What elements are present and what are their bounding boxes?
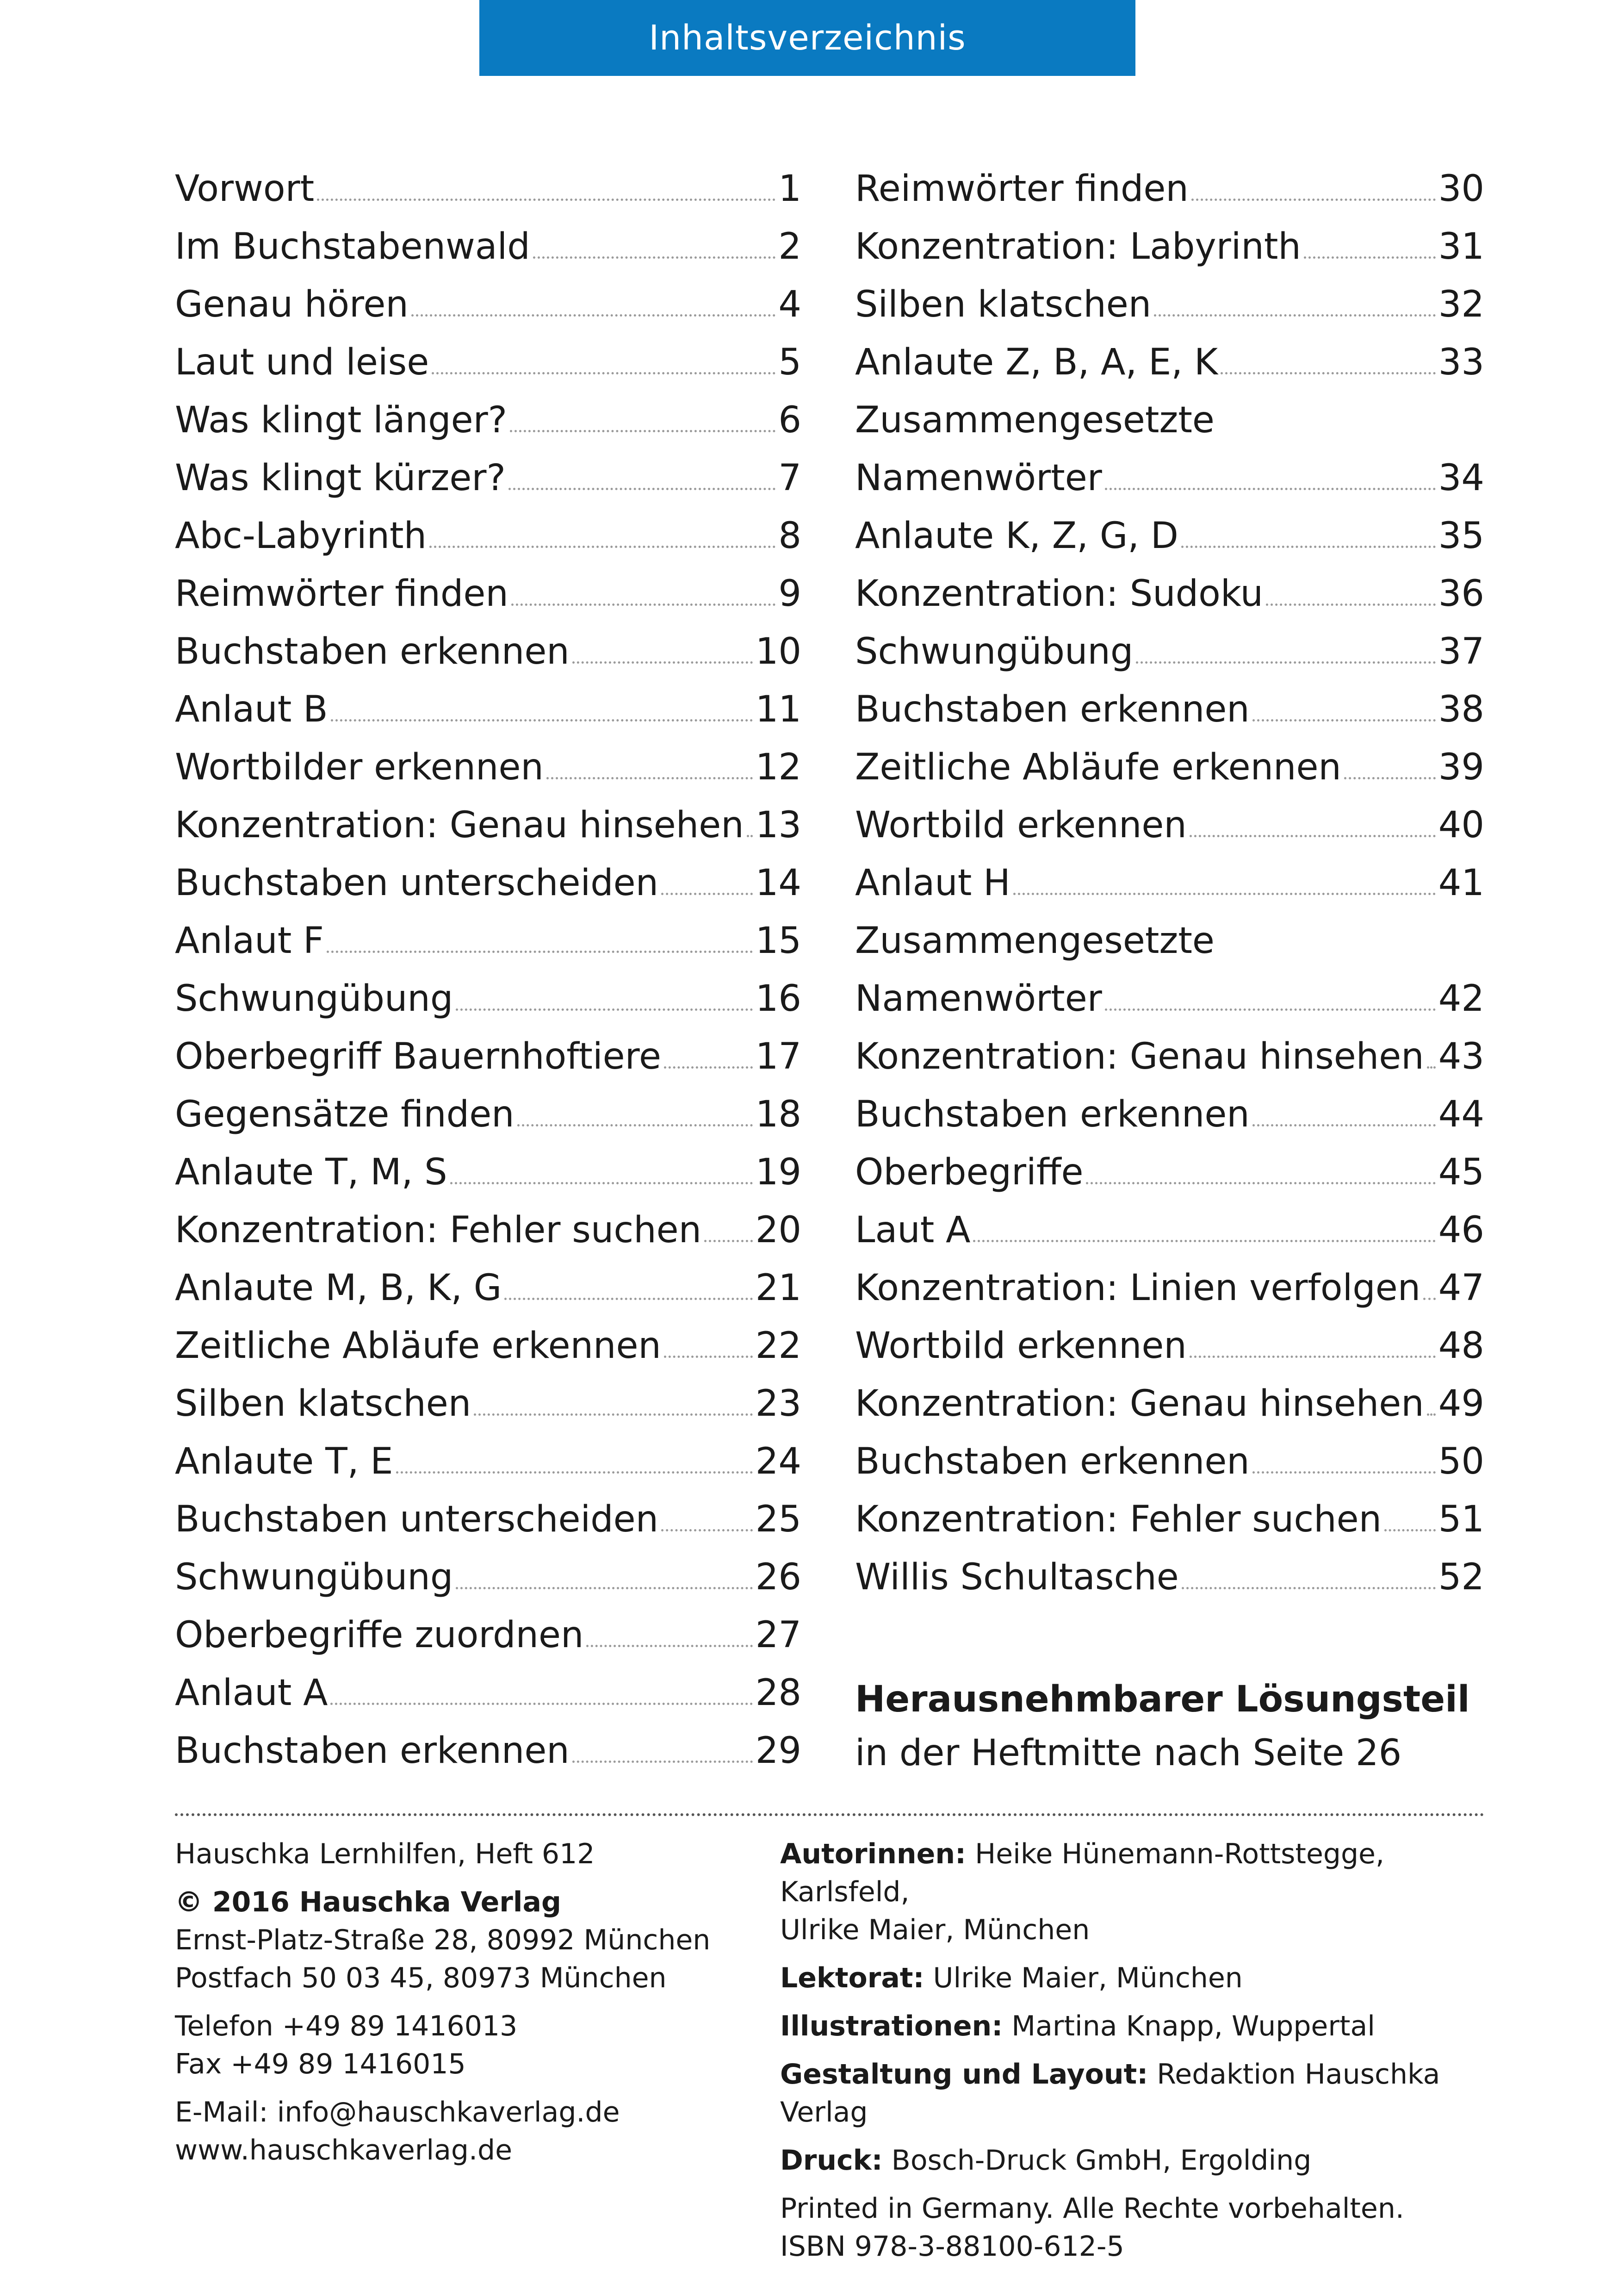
- toc-entry: [855, 449, 1484, 507]
- toc-dot-leader: [1191, 199, 1436, 201]
- toc-entry-title: Laut A: [855, 1209, 971, 1251]
- series-line: Hauschka Lernhilfen, Heft 612: [175, 1838, 595, 1870]
- toc-entry: [175, 796, 801, 854]
- editor-value: Ulrike Maier, München: [924, 1962, 1243, 1994]
- toc-dot-leader: [572, 661, 753, 664]
- toc-entry-page: 34: [1438, 457, 1484, 499]
- toc-entry: [175, 623, 801, 681]
- toc-dot-leader: [664, 1066, 753, 1069]
- toc-dot-leader: [1136, 661, 1435, 664]
- authors-line-2: Ulrike Maier, München: [780, 1914, 1090, 1946]
- toc-entry-title: Zeitliche Abläufe erkennen: [175, 1325, 661, 1367]
- web-line: www.hauschkaverlag.de: [175, 2134, 513, 2166]
- toc-entry: [175, 1317, 801, 1375]
- toc-entry-title: Konzentration: Genau hinsehen: [175, 804, 744, 846]
- toc-entry-page: 45: [1438, 1151, 1484, 1193]
- toc-entry-title: Zusammengesetzte: [855, 399, 1215, 441]
- toc-dot-leader: [586, 1645, 752, 1647]
- toc-entry: [175, 507, 801, 565]
- authors-label: Autorinnen:: [780, 1838, 967, 1870]
- toc-entry: [175, 1375, 801, 1433]
- toc-dot-leader: [456, 1008, 752, 1011]
- toc-entry: [855, 854, 1484, 912]
- toc-entry-page: 50: [1438, 1441, 1484, 1482]
- toc-dot-leader: [572, 1761, 753, 1763]
- toc-entry: [175, 854, 801, 912]
- toc-entry-title: Reimwörter finden: [855, 168, 1189, 210]
- toc-entry: [855, 1491, 1484, 1549]
- separator-line: [175, 1813, 1484, 1816]
- toc-entry-title: Schwungübung: [175, 1556, 453, 1598]
- authors-value: Heike Hünemann-Rottstegge, Karlsfeld,: [780, 1838, 1385, 1908]
- toc-entry: [855, 1144, 1484, 1201]
- toc-dot-leader: [1384, 1529, 1436, 1531]
- toc-entry-title: Wortbild erkennen: [855, 1325, 1187, 1367]
- toc-entry-title: Oberbegriff Bauernhoftiere: [175, 1036, 661, 1077]
- toc-entry-page: 6: [778, 399, 801, 441]
- toc-dot-leader: [1304, 256, 1436, 259]
- toc-dot-leader: [1266, 604, 1436, 606]
- imprint-right: [780, 1835, 1502, 2265]
- toc-dot-leader: [1252, 1124, 1436, 1126]
- toc-entry: [855, 1433, 1484, 1491]
- toc-dot-leader: [517, 1124, 753, 1126]
- toc-dot-leader: [511, 604, 776, 606]
- toc-entry-page: 42: [1438, 978, 1484, 1020]
- toc-entry-page: 33: [1438, 342, 1484, 383]
- toc-entry: [175, 1722, 801, 1780]
- toc-entry: [855, 681, 1484, 739]
- toc-entry: [855, 1086, 1484, 1144]
- section-header: Inhaltsverzeichnis: [479, 0, 1135, 76]
- toc-entry: [175, 1433, 801, 1491]
- toc-entry: [855, 1028, 1484, 1086]
- toc-entry-page: 9: [778, 573, 801, 615]
- toc-entry-page: 14: [755, 862, 801, 904]
- toc-entry-title: Was klingt kürzer?: [175, 457, 506, 499]
- toc-entry-title: Wortbilder erkennen: [175, 747, 544, 788]
- toc-entry-page: 4: [778, 284, 801, 325]
- toc-entry-title: Konzentration: Linien verfolgen: [855, 1267, 1421, 1309]
- toc-entry-title: Silben klatschen: [175, 1383, 471, 1425]
- toc-entry: [855, 218, 1484, 276]
- toc-entry-page: 19: [755, 1151, 801, 1193]
- toc-entry-page: 30: [1438, 168, 1484, 210]
- illustrations-value: Martina Knapp, Wuppertal: [1003, 2010, 1375, 2042]
- toc-entry-page: 23: [755, 1383, 801, 1425]
- illustrations-line: [780, 2007, 1502, 2045]
- toc-dot-leader: [1086, 1182, 1435, 1184]
- illustrations-label: Illustrationen:: [780, 2010, 1003, 2042]
- toc-dot-leader: [1105, 488, 1436, 490]
- toc-entry-page: 8: [778, 515, 801, 557]
- toc-entry: [175, 565, 801, 623]
- toc-entry-title: Laut und leise: [175, 342, 429, 383]
- toc-dot-leader: [664, 1356, 753, 1358]
- toc-entry-page: 49: [1438, 1383, 1484, 1425]
- toc-dot-leader: [1252, 719, 1436, 722]
- toc-dot-leader: [1427, 1413, 1436, 1416]
- toc-entry-page: 40: [1438, 804, 1484, 846]
- toc-entry-page: 28: [755, 1672, 801, 1714]
- toc-entry: [855, 276, 1484, 334]
- print-line: [780, 2141, 1502, 2179]
- toc-entry-title: Konzentration: Sudoku: [855, 573, 1264, 615]
- toc-entry-title: Anlaut A: [175, 1672, 328, 1714]
- address-line-1: Ernst-Platz-Straße 28, 80992 München: [175, 1924, 711, 1956]
- toc-entry-page: 44: [1438, 1094, 1484, 1135]
- toc-entry-title: Anlaut F: [175, 920, 324, 962]
- toc-entry-page: 11: [755, 689, 801, 730]
- toc-dot-leader: [1154, 314, 1436, 317]
- toc-entry-title: Willis Schultasche: [855, 1556, 1179, 1598]
- toc-entry-page: 18: [755, 1094, 801, 1135]
- solution-heading: Herausnehmbarer Lösungsteil: [855, 1679, 1470, 1720]
- toc-entry-title: Konzentration: Labyrinth: [855, 226, 1301, 268]
- toc-entry-title: Buchstaben unterscheiden: [175, 1499, 659, 1540]
- toc-entry-title: Anlaute M, B, K, G: [175, 1267, 502, 1309]
- toc-entry: [175, 276, 801, 334]
- toc-entry: [175, 1606, 801, 1664]
- toc-entry-title: Konzentration: Fehler suchen: [175, 1209, 702, 1251]
- toc-dot-leader: [747, 835, 753, 837]
- layout-value: Redaktion Hauschka Verlag: [780, 2058, 1440, 2128]
- layout-label: Gestaltung und Layout:: [780, 2058, 1148, 2091]
- toc-entry-title: Namenwörter: [855, 457, 1102, 499]
- toc-entry-title: Anlaute Z, B, A, E, K: [855, 342, 1218, 383]
- toc-entry-page: 1: [778, 168, 801, 210]
- toc-entry-page: 17: [755, 1036, 801, 1077]
- editor-line: [780, 1959, 1502, 1997]
- toc-dot-leader: [1423, 1298, 1436, 1300]
- fax-line: Fax +49 89 1416015: [175, 2048, 466, 2080]
- toc-entry-page: 25: [755, 1499, 801, 1540]
- solution-text: in der Heftmitte nach Seite 26: [855, 1732, 1402, 1774]
- toc-entry-title: Buchstaben erkennen: [855, 1094, 1250, 1135]
- toc-entry: [855, 1375, 1484, 1433]
- toc-entry-page: 12: [755, 747, 801, 788]
- toc-entry-page: 5: [778, 342, 801, 383]
- toc-entry-page: 39: [1438, 747, 1484, 788]
- toc-entry-page: 47: [1438, 1267, 1484, 1309]
- toc-dot-leader: [533, 256, 776, 259]
- toc-dot-leader: [429, 546, 775, 548]
- toc-entry-title: Buchstaben unterscheiden: [175, 862, 659, 904]
- toc-entry: [175, 1259, 801, 1317]
- toc-dot-leader: [411, 314, 776, 317]
- toc-dot-leader: [1182, 1587, 1436, 1589]
- toc-dot-leader: [661, 1529, 753, 1531]
- toc-dot-leader: [1190, 1356, 1436, 1358]
- toc-dot-leader: [1105, 1008, 1436, 1011]
- toc-entry-page: 35: [1438, 515, 1484, 557]
- toc-dot-leader: [1221, 372, 1436, 374]
- toc-left-column: [175, 160, 801, 1780]
- toc-entry-page: 46: [1438, 1209, 1484, 1251]
- toc-dot-leader: [508, 488, 775, 490]
- toc-dot-leader: [704, 1240, 753, 1242]
- toc-entry: [175, 1664, 801, 1722]
- toc-dot-leader: [504, 1298, 753, 1300]
- toc-entry-title: Buchstaben erkennen: [855, 1441, 1250, 1482]
- toc-entry: [855, 970, 1484, 1028]
- toc-entry-page: 51: [1438, 1499, 1484, 1540]
- toc-entry-title: Buchstaben erkennen: [175, 1730, 570, 1772]
- toc-entry-title: Buchstaben erkennen: [175, 631, 570, 672]
- toc-right-column: [855, 160, 1484, 1606]
- toc-entry-title: Namenwörter: [855, 978, 1102, 1020]
- toc-dot-leader: [1190, 835, 1436, 837]
- toc-dot-leader: [546, 777, 753, 779]
- toc-entry: [175, 1144, 801, 1201]
- toc-entry: [855, 739, 1484, 796]
- toc-entry-title: Schwungübung: [175, 978, 453, 1020]
- toc-entry-page: 24: [755, 1441, 801, 1482]
- toc-entry: [175, 334, 801, 392]
- solution-note: [855, 1673, 1503, 1780]
- toc-entry-title: Konzentration: Genau hinsehen: [855, 1383, 1424, 1425]
- toc-entry-title: Anlaut H: [855, 862, 1010, 904]
- toc-entry-page: 26: [755, 1556, 801, 1598]
- toc-entry: [175, 1549, 801, 1606]
- address-line-2: Postfach 50 03 45, 80973 München: [175, 1962, 667, 1994]
- toc-entry: [175, 449, 801, 507]
- print-value: Bosch-Druck GmbH, Ergolding: [882, 2144, 1312, 2177]
- toc-entry: [175, 1028, 801, 1086]
- toc-dot-leader: [450, 1182, 753, 1184]
- toc-entry-title: Zeitliche Abläufe erkennen: [855, 747, 1341, 788]
- toc-entry-title: Anlaut B: [175, 689, 328, 730]
- toc-entry-page: 27: [755, 1614, 801, 1656]
- toc-entry-page: 20: [755, 1209, 801, 1251]
- copyright-line: © 2016 Hauschka Verlag: [175, 1886, 561, 1918]
- toc-dot-leader: [474, 1413, 753, 1416]
- toc-entry-title: Zusammengesetzte: [855, 920, 1215, 962]
- layout-line: [780, 2055, 1502, 2131]
- toc-dot-leader: [330, 1703, 752, 1705]
- rights-line: Printed in Germany. Alle Rechte vorbehalten.: [780, 2192, 1404, 2225]
- print-label: Druck:: [780, 2144, 883, 2177]
- toc-entry-title: Abc-Labyrinth: [175, 515, 427, 557]
- phone-line: Telefon +49 89 1416013: [175, 2010, 518, 2042]
- toc-entry: [175, 970, 801, 1028]
- toc-entry-title: Gegensätze finden: [175, 1094, 515, 1135]
- toc-entry: [855, 507, 1484, 565]
- toc-entry: [175, 1086, 801, 1144]
- toc-entry-title: Genau hören: [175, 284, 409, 325]
- toc-entry: [855, 565, 1484, 623]
- toc-dot-leader: [973, 1240, 1435, 1242]
- toc-dot-leader: [396, 1471, 753, 1474]
- toc-entry-title: Konzentration: Genau hinsehen: [855, 1036, 1424, 1077]
- toc-entry-page: 2: [778, 226, 801, 268]
- toc-entry: [175, 160, 801, 218]
- toc-entry-title: Was klingt länger?: [175, 399, 508, 441]
- toc-entry-title: Konzentration: Fehler suchen: [855, 1499, 1382, 1540]
- toc-entry-page: 36: [1438, 573, 1484, 615]
- toc-entry: [855, 392, 1484, 449]
- toc-entry-page: 13: [755, 804, 801, 846]
- toc-entry: [855, 912, 1484, 970]
- toc-entry-title: Wortbild erkennen: [855, 804, 1187, 846]
- toc-entry-page: 15: [755, 920, 801, 962]
- isbn-line: ISBN 978-3-88100-612-5: [780, 2230, 1124, 2263]
- toc-entry: [855, 1549, 1484, 1606]
- toc-dot-leader: [1344, 777, 1436, 779]
- toc-entry: [175, 681, 801, 739]
- toc-entry-page: 48: [1438, 1325, 1484, 1367]
- toc-entry: [855, 1259, 1484, 1317]
- toc-dot-leader: [317, 199, 775, 201]
- toc-entry-title: Anlaute T, M, S: [175, 1151, 447, 1193]
- toc-entry-page: 32: [1438, 284, 1484, 325]
- toc-dot-leader: [1013, 893, 1436, 895]
- toc-entry-page: 31: [1438, 226, 1484, 268]
- toc-entry-title: Reimwörter finden: [175, 573, 508, 615]
- toc-dot-leader: [510, 430, 775, 432]
- toc-entry-page: 37: [1438, 631, 1484, 672]
- toc-entry-title: Vorwort: [175, 168, 315, 210]
- toc-entry-page: 43: [1438, 1036, 1484, 1077]
- toc-entry: [855, 160, 1484, 218]
- toc-entry-page: 10: [755, 631, 801, 672]
- toc-dot-leader: [331, 719, 753, 722]
- authors-line: [780, 1835, 1502, 1911]
- toc-entry-title: Oberbegriffe zuordnen: [175, 1614, 584, 1656]
- toc-entry: [175, 912, 801, 970]
- toc-entry-title: Oberbegriffe: [855, 1151, 1084, 1193]
- toc-dot-leader: [1427, 1066, 1436, 1069]
- editor-label: Lektorat:: [780, 1962, 924, 1994]
- toc-dot-leader: [327, 951, 753, 953]
- toc-entry: [855, 623, 1484, 681]
- toc-entry: [175, 739, 801, 796]
- toc-entry-page: 29: [755, 1730, 801, 1772]
- toc-entry-title: Schwungübung: [855, 631, 1134, 672]
- toc-dot-leader: [456, 1587, 752, 1589]
- toc-entry-title: Anlaute T, E: [175, 1441, 393, 1482]
- toc-dot-leader: [661, 893, 753, 895]
- toc-entry-title: Buchstaben erkennen: [855, 689, 1250, 730]
- toc-entry-page: 52: [1438, 1556, 1484, 1598]
- toc-entry-page: 7: [778, 457, 801, 499]
- toc-entry: [175, 1201, 801, 1259]
- toc-entry: [855, 796, 1484, 854]
- toc-entry-page: 16: [755, 978, 801, 1020]
- toc-entry-title: Im Buchstabenwald: [175, 226, 530, 268]
- toc-dot-leader: [1181, 546, 1436, 548]
- toc-entry-page: 21: [755, 1267, 801, 1309]
- toc-entry-page: 22: [755, 1325, 801, 1367]
- toc-entry-page: 38: [1438, 689, 1484, 730]
- toc-dot-leader: [432, 372, 775, 374]
- toc-entry: [175, 392, 801, 449]
- toc-dot-leader: [1252, 1471, 1436, 1474]
- imprint-left: [175, 1835, 753, 2169]
- toc-entry-title: Silben klatschen: [855, 284, 1152, 325]
- toc-entry-title: Anlaute K, Z, G, D: [855, 515, 1178, 557]
- toc-entry: [855, 334, 1484, 392]
- toc-entry: [175, 218, 801, 276]
- toc-entry: [855, 1201, 1484, 1259]
- toc-entry-page: 41: [1438, 862, 1484, 904]
- toc-entry: [855, 1317, 1484, 1375]
- toc-entry: [175, 1491, 801, 1549]
- email-line: E-Mail: info@hauschkaverlag.de: [175, 2096, 620, 2128]
